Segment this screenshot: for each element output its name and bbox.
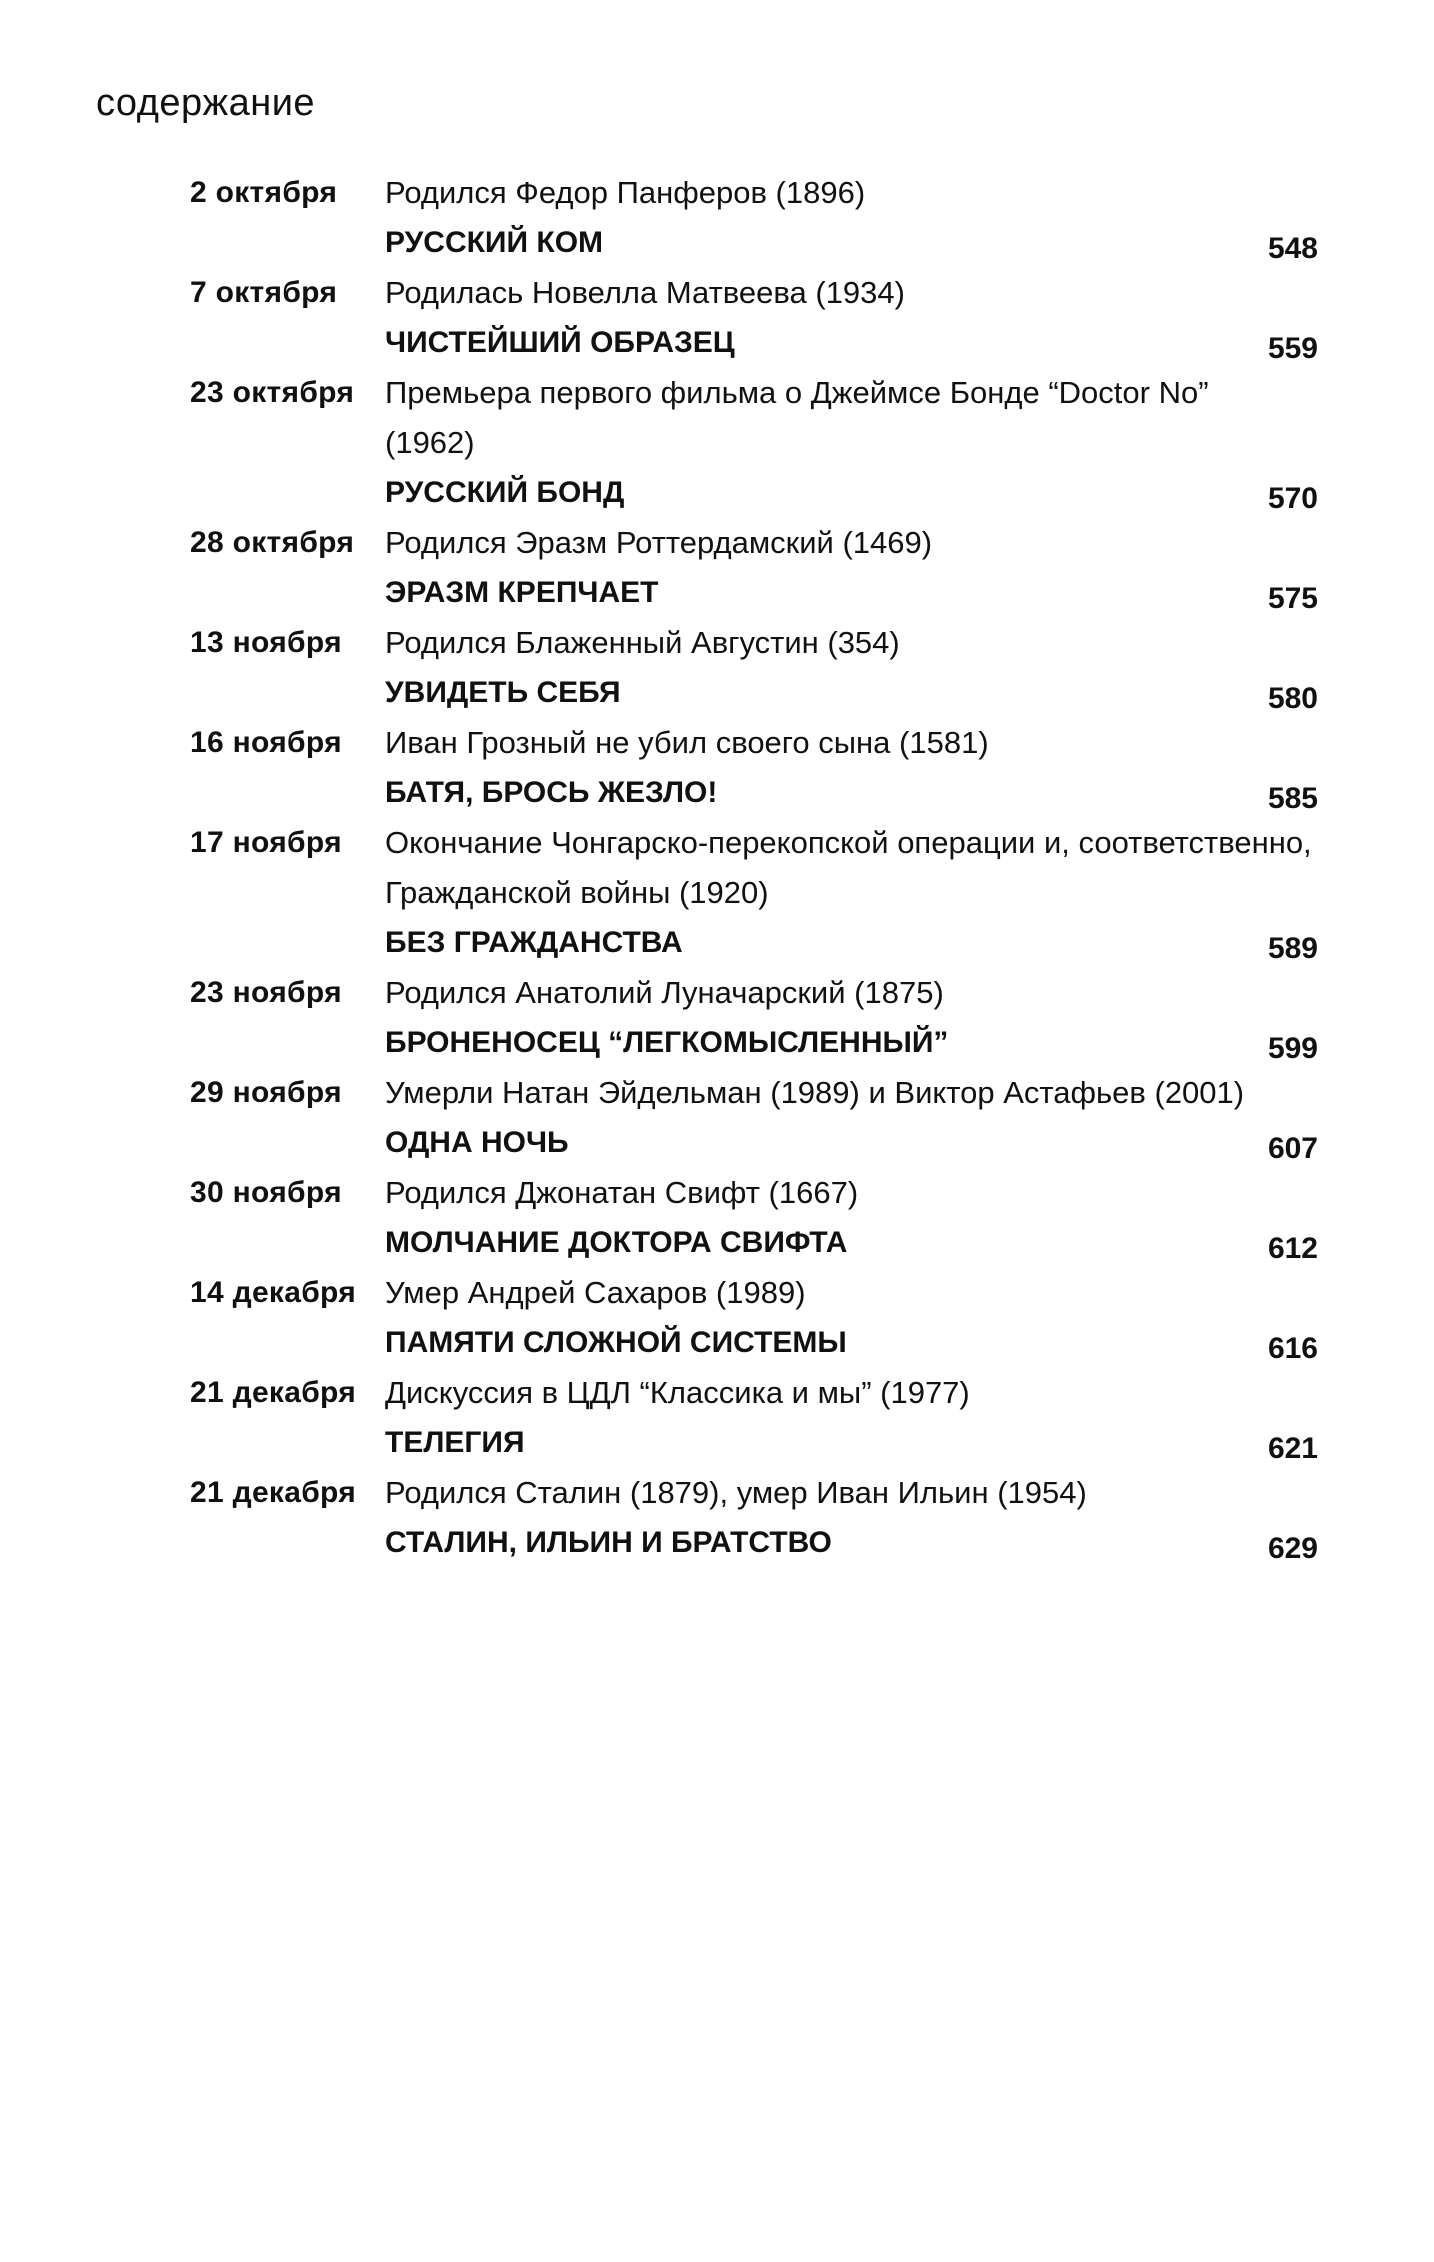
- toc-entry[interactable]: [190, 918, 1330, 968]
- toc-description: Родился Анатолий Луначарский (1875): [385, 975, 944, 1010]
- table-of-contents: [190, 168, 1330, 1568]
- toc-entry[interactable]: [190, 218, 1330, 268]
- toc-description-row: [190, 168, 1330, 218]
- toc-description-row: [190, 1368, 1330, 1418]
- toc-title[interactable]: ПАМЯТИ СЛОЖНОЙ СИСТЕМЫ: [385, 1326, 847, 1359]
- toc-date: 29 ноября: [190, 1076, 342, 1109]
- toc-description: Премьера первого фильма о Джеймсе Бонде “Doctor No”: [385, 375, 1209, 410]
- toc-title[interactable]: ОДНА НОЧЬ: [385, 1126, 569, 1159]
- toc-title[interactable]: ЭРАЗМ КРЕПЧАЕТ: [385, 576, 659, 609]
- toc-description-row: [190, 868, 1330, 918]
- toc-description-row: [190, 418, 1330, 468]
- toc-description-row: [190, 518, 1330, 568]
- toc-description: Умерли Натан Эйдельман (1989) и Виктор Астафьев (2001): [385, 1075, 1245, 1110]
- toc-entry[interactable]: [190, 668, 1330, 718]
- toc-page-number: 575: [1267, 582, 1318, 615]
- toc-entry[interactable]: [190, 1218, 1330, 1268]
- toc-date: 30 ноября: [190, 1176, 342, 1209]
- toc-title[interactable]: БЕЗ ГРАЖДАНСТВА: [385, 926, 683, 959]
- toc-date: 16 ноября: [190, 726, 342, 759]
- toc-entry[interactable]: [190, 568, 1330, 618]
- toc-description-row: [190, 1068, 1330, 1118]
- toc-page-number: 580: [1267, 682, 1318, 715]
- toc-entry[interactable]: [190, 1418, 1330, 1468]
- toc-description: Родился Сталин (1879), умер Иван Ильин (1954): [385, 1475, 1087, 1510]
- toc-title[interactable]: СТАЛИН, ИЛЬИН И БРАТСТВО: [385, 1526, 832, 1559]
- toc-date: 23 октября: [190, 376, 355, 409]
- toc-page-number: 612: [1267, 1232, 1318, 1265]
- toc-description: Иван Грозный не убил своего сына (1581): [385, 725, 989, 760]
- toc-description: Родился Федор Панферов (1896): [385, 175, 866, 210]
- toc-date: 28 октября: [190, 526, 355, 559]
- toc-title[interactable]: ЧИСТЕЙШИЙ ОБРАЗЕЦ: [385, 326, 735, 359]
- toc-description: Гражданской войны (1920): [385, 875, 769, 910]
- toc-page-number: 629: [1267, 1532, 1318, 1565]
- toc-description-row: [190, 1168, 1330, 1218]
- toc-page-number: 559: [1267, 332, 1318, 365]
- toc-entry[interactable]: [190, 1518, 1330, 1568]
- toc-page-number: 621: [1267, 1432, 1318, 1465]
- toc-description-row: [190, 618, 1330, 668]
- toc-description: Дискуссия в ЦДЛ “Классика и мы” (1977): [385, 1375, 970, 1410]
- toc-date: 7 октября: [190, 276, 338, 309]
- toc-page-number: 585: [1267, 782, 1318, 815]
- toc-entry[interactable]: [190, 768, 1330, 818]
- toc-date: 2 октября: [190, 176, 338, 209]
- toc-title[interactable]: МОЛЧАНИЕ ДОКТОРА СВИФТА: [385, 1226, 848, 1259]
- toc-description: Родился Эразм Роттердамский (1469): [385, 525, 933, 560]
- toc-description-row: [190, 1268, 1330, 1318]
- toc-date: 14 декабря: [190, 1276, 357, 1309]
- toc-entry[interactable]: [190, 1018, 1330, 1068]
- toc-description: Родилась Новелла Матвеева (1934): [385, 275, 905, 310]
- toc-title[interactable]: БАТЯ, БРОСЬ ЖЕЗЛО!: [385, 776, 718, 809]
- toc-entry[interactable]: [190, 1318, 1330, 1368]
- toc-description-row: [190, 968, 1330, 1018]
- toc-title[interactable]: УВИДЕТЬ СЕБЯ: [385, 676, 621, 709]
- toc-description-row: [190, 1468, 1330, 1518]
- toc-description-row: [190, 818, 1330, 868]
- toc-description: Умер Андрей Сахаров (1989): [385, 1275, 806, 1310]
- toc-page-number: 589: [1267, 932, 1318, 965]
- toc-page-number: 548: [1267, 232, 1318, 265]
- toc-page-number: 607: [1267, 1132, 1318, 1165]
- toc-page-number: 616: [1267, 1332, 1318, 1365]
- toc-description: Родился Блаженный Августин (354): [385, 625, 900, 660]
- page-header: содержание: [96, 82, 316, 124]
- toc-title[interactable]: РУССКИЙ БОНД: [385, 476, 625, 509]
- toc-date: 21 декабря: [190, 1476, 357, 1509]
- toc-description-row: [190, 268, 1330, 318]
- toc-entry[interactable]: [190, 318, 1330, 368]
- toc-description-row: [190, 368, 1330, 418]
- toc-description: Родился Джонатан Свифт (1667): [385, 1175, 859, 1210]
- toc-entry[interactable]: [190, 468, 1330, 518]
- toc-title[interactable]: РУССКИЙ КОМ: [385, 226, 604, 259]
- toc-date: 23 ноября: [190, 976, 342, 1009]
- toc-date: 13 ноября: [190, 626, 342, 659]
- toc-page-number: 599: [1267, 1032, 1318, 1065]
- toc-title[interactable]: ТЕЛЕГИЯ: [385, 1426, 525, 1459]
- toc-date: 17 ноября: [190, 826, 342, 859]
- toc-entry[interactable]: [190, 1118, 1330, 1168]
- toc-description: (1962): [385, 425, 475, 460]
- toc-description: Окончание Чонгарско-перекопской операции и, соответственно,: [385, 825, 1312, 860]
- toc-page-number: 570: [1267, 482, 1318, 515]
- toc-date: 21 декабря: [190, 1376, 357, 1409]
- toc-description-row: [190, 718, 1330, 768]
- toc-title[interactable]: БРОНЕНОСЕЦ “ЛЕГКОМЫСЛЕННЫЙ”: [385, 1026, 949, 1059]
